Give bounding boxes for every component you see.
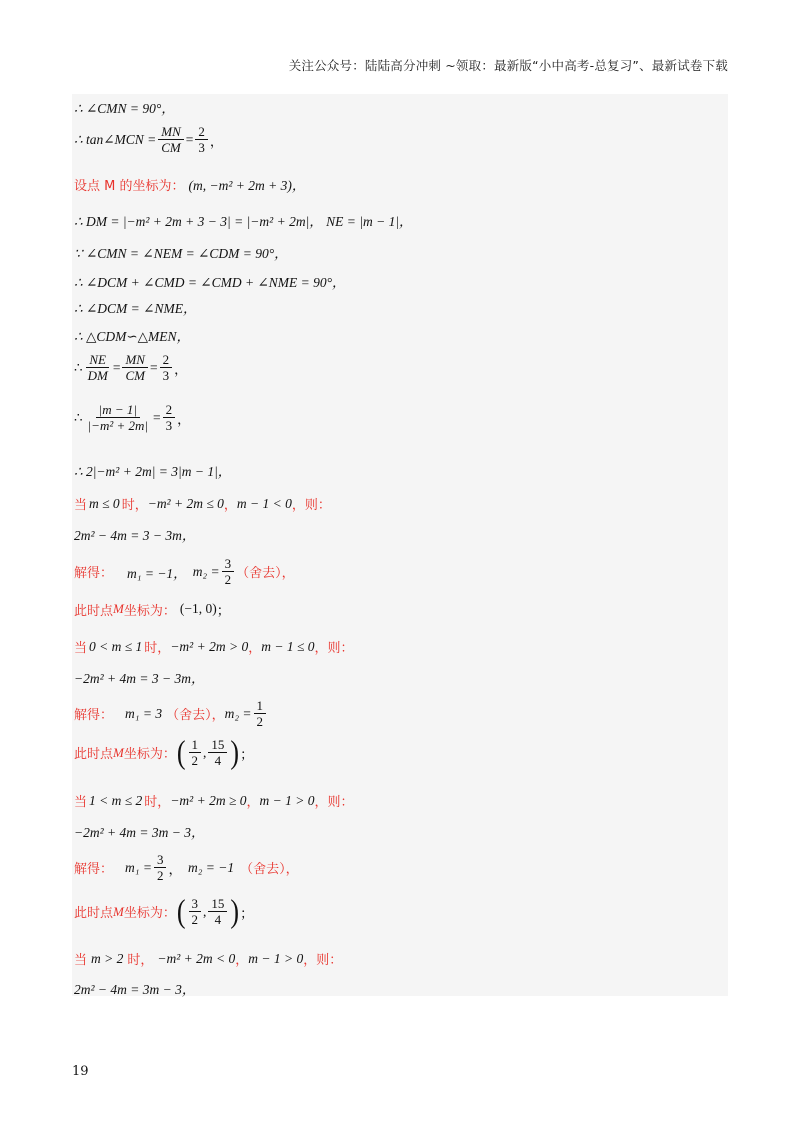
case-label: 当 <box>74 953 88 968</box>
case-label: ， <box>223 498 237 513</box>
case-label: 当 <box>74 641 88 656</box>
case-math: 0 < m ≤ 1 <box>89 638 143 654</box>
solution-math: m₁ = −1， <box>127 565 187 581</box>
equation-line: 2m² − 4m = 3 − 3m， <box>74 528 196 543</box>
step-line-tan <box>74 124 223 155</box>
denominator: DM <box>87 368 108 383</box>
step-line-point <box>74 174 305 194</box>
case-math: −m² + 2m ≤ 0 <box>147 495 224 511</box>
denominator: 2 <box>256 714 264 729</box>
point-name: M <box>113 903 124 919</box>
fraction <box>85 352 111 383</box>
numerator: |m − 1| <box>96 402 140 418</box>
numerator: 15 <box>208 896 227 912</box>
coord-line-1 <box>74 599 230 619</box>
denominator: 3 <box>198 140 205 155</box>
numerator: 3 <box>222 556 235 572</box>
case-label: 时， <box>144 641 171 656</box>
right-paren: ) <box>230 733 240 770</box>
fraction <box>208 737 227 768</box>
case-math: m − 1 > 0 <box>248 950 304 966</box>
case-math: −m² + 2m < 0 <box>157 950 236 966</box>
solve-line-1 <box>74 556 295 587</box>
equals-sign: = <box>149 359 158 375</box>
equals-sign: = <box>152 409 161 425</box>
solution-math: m₂ = <box>192 563 220 579</box>
step-line: ∴ 2|−m² + 2m| = 3|m − 1|， <box>74 464 232 479</box>
denominator: 2 <box>156 868 164 883</box>
therefore-sign: ∴ <box>74 359 83 375</box>
coord-label: 坐标为： <box>123 906 176 921</box>
numerator: 3 <box>189 896 202 912</box>
coord-line-2 <box>74 733 254 770</box>
coord-label: 坐标为： <box>123 603 176 619</box>
equation-line: −2m² + 4m = 3m − 3， <box>74 825 205 840</box>
solve-line-3 <box>74 852 299 883</box>
fraction <box>154 852 167 883</box>
step-line: ∴ ∠CMN = 90°， <box>74 101 175 116</box>
solution-math: m₁ = 3 <box>125 705 163 721</box>
step-line: ∴ ∠DCM = ∠NME， <box>74 301 197 316</box>
case-math: m − 1 ≤ 0 <box>261 638 315 654</box>
step-line: ∴ ∠DCM + ∠CMD = ∠CMD + ∠NME = 90°， <box>74 275 346 290</box>
numerator: 2 <box>163 402 176 418</box>
fraction <box>160 352 173 383</box>
coord-label: 此时点 <box>74 906 114 921</box>
discard-note: （舍去）， <box>166 708 225 723</box>
fraction <box>254 698 267 729</box>
fraction <box>189 737 202 768</box>
case-label: ， <box>248 641 262 656</box>
step-line: ∴ DM = |−m² + 2m + 3 − 3| = |−m² + 2m|， NE = |m − 1|， <box>74 214 413 229</box>
solution-math: m₂ = <box>224 705 252 721</box>
page-header: 关注公众号：陆陆高分冲刺 ~领取：最新版“小中高考-总复习”、最新试卷下载 <box>288 58 728 73</box>
case-math: 1 < m ≤ 2 <box>89 792 143 808</box>
case-math: −m² + 2m > 0 <box>170 638 249 654</box>
point-name: M <box>113 744 124 760</box>
denominator: CM <box>161 140 181 155</box>
fraction <box>122 352 148 383</box>
case-line-4 <box>74 949 342 968</box>
denominator: 3 <box>162 368 170 383</box>
case-label: 当 <box>74 498 88 513</box>
numerator: NE <box>86 352 109 368</box>
case-label: 时， <box>127 953 154 968</box>
page-number: 19 <box>72 1064 89 1079</box>
case-line-3 <box>74 791 354 810</box>
case-line-1 <box>74 494 331 513</box>
case-label: 时， <box>121 498 148 513</box>
denominator: 4 <box>214 753 222 768</box>
punctuation: ； <box>216 603 231 618</box>
numerator: MN <box>122 352 148 368</box>
case-label: ，则： <box>291 498 331 513</box>
case-label: ， <box>246 795 260 810</box>
fraction <box>85 402 151 433</box>
coord-label: 坐标为： <box>123 747 176 762</box>
step-math: (m, −m² + 2m + 3)， <box>188 178 306 193</box>
numerator: 2 <box>160 352 173 368</box>
fraction <box>208 896 227 927</box>
denominator: 4 <box>214 912 222 927</box>
fraction <box>163 402 176 433</box>
point-name: M <box>113 601 124 616</box>
step-line: ∵ ∠CMN = ∠NEM = ∠CDM = 90°， <box>74 246 288 261</box>
therefore-sign: ∴ <box>74 409 83 425</box>
case-math: m > 2 <box>91 950 124 966</box>
punctuation: ； <box>240 905 254 921</box>
numerator: MN <box>158 124 184 140</box>
numerator: 15 <box>208 737 227 753</box>
step-line-ratio <box>74 352 188 383</box>
case-label: 当 <box>74 795 88 810</box>
punctuation: ， <box>174 361 188 377</box>
left-paren: ( <box>176 892 186 929</box>
punctuation: ， <box>168 861 182 877</box>
numerator: 3 <box>154 852 167 868</box>
case-label: ，则： <box>314 641 354 656</box>
punctuation: ， <box>177 411 191 427</box>
step-line-abs-ratio <box>74 402 191 433</box>
step-text: ∴ tan∠MCN = <box>74 131 157 147</box>
case-math: m ≤ 0 <box>89 495 120 511</box>
denominator: |−m² + 2m| <box>87 418 148 433</box>
comma: , <box>203 903 207 919</box>
case-math: m − 1 > 0 <box>259 792 315 808</box>
case-math: m − 1 < 0 <box>236 495 292 511</box>
solve-label: 解得： <box>74 566 114 581</box>
solution-math: m₁ = <box>125 859 152 875</box>
comma: , <box>203 744 207 760</box>
coord-label: 此时点 <box>74 747 114 762</box>
fraction <box>189 896 202 927</box>
fraction <box>158 124 184 155</box>
solution-content <box>72 94 728 996</box>
solution-math: m₂ = −1 <box>187 859 235 875</box>
case-label: ，则： <box>303 953 343 968</box>
denominator: CM <box>125 368 145 383</box>
case-label: 时， <box>144 795 171 810</box>
denominator: 2 <box>224 572 232 587</box>
numerator: 1 <box>254 698 267 714</box>
step-label: 设点 M 的坐标为： <box>74 178 185 194</box>
denominator: 3 <box>165 418 173 433</box>
equation-line: −2m² + 4m = 3 − 3m， <box>74 671 205 686</box>
solve-line-2 <box>74 698 268 729</box>
coord-value: (−1, 0) <box>179 601 217 616</box>
coord-label: 此时点 <box>74 603 114 619</box>
solve-label: 解得： <box>74 862 114 877</box>
case-label: ， <box>235 953 249 968</box>
case-math: −m² + 2m ≥ 0 <box>170 792 247 808</box>
equals-sign: = <box>185 131 194 147</box>
discard-note: （舍去）， <box>236 566 295 581</box>
equals-sign: = <box>112 359 121 375</box>
equation-line: 2m² − 4m = 3m − 3， <box>74 982 196 997</box>
right-paren: ) <box>230 892 240 929</box>
solve-label: 解得： <box>74 708 114 723</box>
punctuation: ， <box>209 133 224 149</box>
fraction <box>222 556 235 587</box>
step-line: ∴ △CDM∽△MEN， <box>74 329 191 344</box>
case-line-2 <box>74 637 354 656</box>
numerator: 1 <box>189 737 202 753</box>
numerator: 2 <box>195 124 208 140</box>
fraction <box>195 124 208 155</box>
denominator: 2 <box>191 912 199 927</box>
left-paren: ( <box>176 733 186 770</box>
denominator: 2 <box>191 753 199 768</box>
case-label: ，则： <box>314 795 354 810</box>
discard-note: （舍去）， <box>240 862 299 877</box>
punctuation: ； <box>240 746 254 762</box>
coord-line-3 <box>74 892 254 929</box>
